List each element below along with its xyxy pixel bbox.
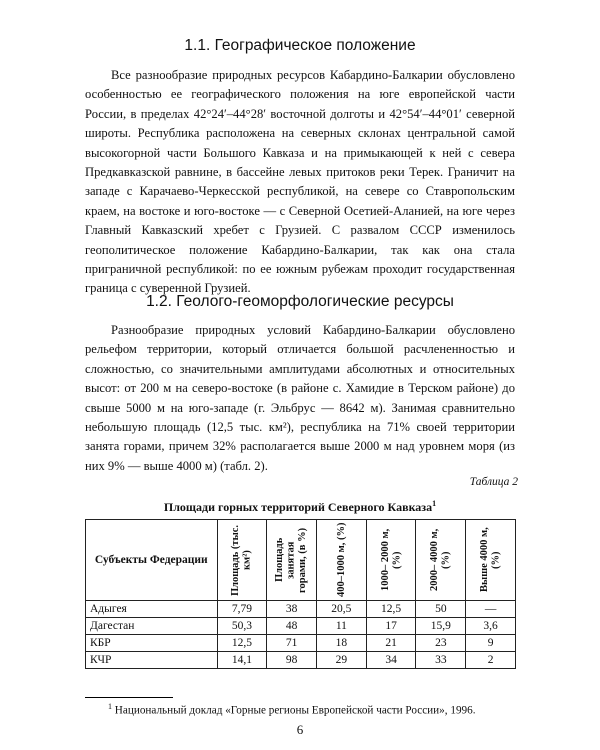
section-2-title: 1.2. Геолого-геоморфологические ресурсы [146, 293, 454, 310]
cell-400-1000: 29 [317, 652, 367, 669]
cell-above-4000: 9 [466, 635, 516, 652]
cell-subject: Адыгея [86, 601, 218, 618]
cell-2000-4000: 50 [416, 601, 466, 618]
header-400-1000 [317, 520, 367, 601]
footnote-text: Национальный доклад «Горные регионы Европейской части России», 1996. [114, 704, 476, 717]
table-title-text: Площади горных территорий Северного Кавказа [163, 500, 433, 514]
cell-mountain-area: 71 [267, 635, 317, 652]
table-label: Таблица 2 [469, 476, 518, 488]
header-above-4000-text: Выше 4000 м, (%) [479, 527, 502, 593]
table-row [86, 635, 516, 652]
footnote [108, 702, 476, 717]
cell-area: 12,5 [217, 635, 267, 652]
table-title-footnote-mark: 1 [432, 499, 437, 508]
table-header-row [86, 520, 516, 601]
table-row [86, 601, 516, 618]
cell-2000-4000: 23 [416, 635, 466, 652]
cell-1000-2000: 12,5 [366, 601, 416, 618]
header-subject: Субъекты Федерации [86, 520, 218, 601]
cell-above-4000: — [466, 601, 516, 618]
table-row [86, 618, 516, 635]
header-area-text: Площадь (тыс. км²) [230, 524, 253, 596]
header-1000-2000 [366, 520, 416, 601]
cell-1000-2000: 34 [366, 652, 416, 669]
mountain-areas-table [85, 519, 516, 669]
header-400-1000-text: 400–1000 м, (%) [335, 522, 347, 598]
header-mountain-area-text: Площадь занятая горами, (в %) [274, 527, 309, 593]
cell-above-4000: 3,6 [466, 618, 516, 635]
cell-above-4000: 2 [466, 652, 516, 669]
footnote-separator [85, 697, 173, 698]
table-row [86, 652, 516, 669]
cell-1000-2000: 17 [366, 618, 416, 635]
header-mountain-area [267, 520, 317, 601]
cell-area: 7,79 [217, 601, 267, 618]
header-1000-2000-text: 1000– 2000 м, (%) [379, 528, 403, 592]
table-title [85, 499, 515, 515]
header-2000-4000-text: 2000– 4000 м, (%) [429, 528, 452, 592]
cell-400-1000: 11 [317, 618, 367, 635]
cell-400-1000: 18 [317, 635, 367, 652]
section-1-paragraph: Все разнообразие природных ресурсов Кабардино-Балкарии обусловлено особенностью ее географического положения на юге европейской части России, в пределах 42°24′–44°28′ восточной долготы и 42°54′–44°01′ северной широты. Республика расположена на северных склонах центральной самой высокогорной части Большого Кавказа и на примыкающей к ней с севера Предкавказской равнине, в бассейне левых притоков реки Терек. Граничит на западе с Карачаево-Черкесской республикой, на севере со Ставропольским краем, на востоке и юго-востоке — с Северной Осетией-Аланией, на юге через Главный Кавказский хребет с Грузией. С развалом СССР изменилось геополитическое положение Кабардино-Балкарии, так как она стала приграничной республикой: по ее южным рубежам проходит государственная граница с суверенной Грузией. [85, 68, 515, 296]
section-2-paragraph: Разнообразие природных условий Кабардино-Балкарии обусловлено рельефом территории, который отличается большой расчлененностью и сложностью, со значительными амплитудами абсолютных и относительных высот: от 200 м на северо-востоке (в районе с. Хамидие в Терском районе) до свыше 5000 м на юго-западе (г. Эльбрус — 8642 м). Занимая сравнительно небольшую площадь (12,5 тыс. км²), республика на 71% своей территории занята горами, причем 32% располагается выше 2000 м над уровнем моря (из них 9% — выше 4000 м) (табл. 2). [85, 323, 515, 473]
cell-2000-4000: 15,9 [416, 618, 466, 635]
cell-mountain-area: 38 [267, 601, 317, 618]
cell-2000-4000: 33 [416, 652, 466, 669]
cell-area: 14,1 [217, 652, 267, 669]
footnote-mark: 1 [108, 702, 112, 711]
header-2000-4000 [416, 520, 466, 601]
cell-1000-2000: 21 [366, 635, 416, 652]
header-above-4000 [466, 520, 516, 601]
cell-mountain-area: 48 [267, 618, 317, 635]
cell-400-1000: 20,5 [317, 601, 367, 618]
cell-mountain-area: 98 [267, 652, 317, 669]
cell-subject: КБР [86, 635, 218, 652]
cell-area: 50,3 [217, 618, 267, 635]
cell-subject: Дагестан [86, 618, 218, 635]
cell-subject: КЧР [86, 652, 218, 669]
section-1-title: 1.1. Географическое положение [184, 37, 416, 54]
page-number: 6 [296, 722, 304, 737]
header-area [217, 520, 267, 601]
